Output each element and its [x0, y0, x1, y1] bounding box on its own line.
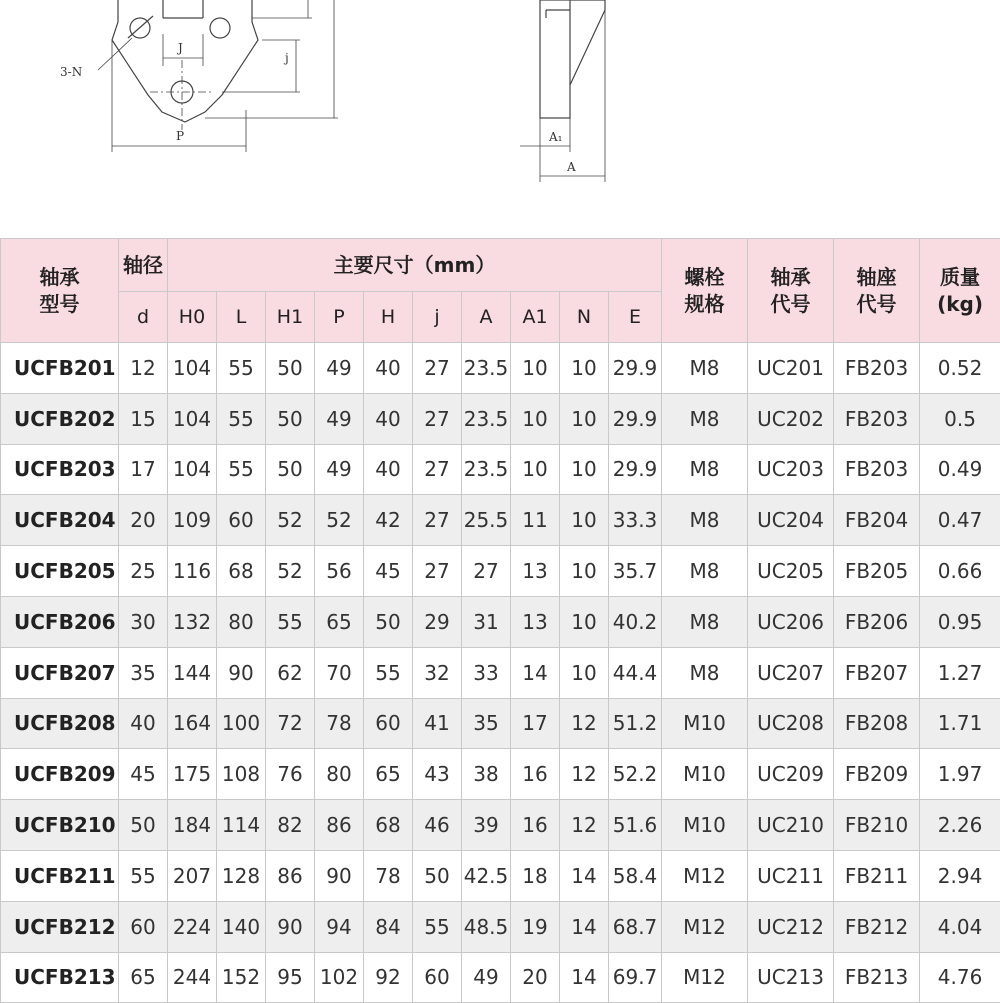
table-cell: UC210 [748, 800, 834, 851]
table-cell: 27 [413, 546, 462, 597]
table-cell: 2.26 [920, 800, 1000, 851]
table-cell: 244 [168, 952, 217, 1003]
mounting-hole-right [210, 18, 230, 38]
table-row [1, 850, 1000, 901]
table-cell: FB211 [834, 850, 920, 901]
table-cell: 80 [217, 596, 266, 647]
table-cell: 50 [119, 800, 168, 851]
table-cell: FB208 [834, 698, 920, 749]
table-cell: 82 [266, 800, 315, 851]
table-cell: 52 [315, 495, 364, 546]
table-cell: UC211 [748, 850, 834, 901]
table-cell: FB212 [834, 901, 920, 952]
table-cell: FB203 [834, 343, 920, 394]
subheader-n: N [560, 292, 609, 343]
table-cell: 2.94 [920, 850, 1000, 901]
table-cell: 10 [511, 393, 560, 444]
table-cell: 12 [560, 800, 609, 851]
table-cell: 35 [119, 647, 168, 698]
table-cell: 109 [168, 495, 217, 546]
table-cell: 45 [364, 546, 413, 597]
table-cell: 19 [511, 901, 560, 952]
table-cell: 12 [560, 698, 609, 749]
model-cell: UCFB211 [1, 850, 119, 901]
model-cell: UCFB212 [1, 901, 119, 952]
table-cell: 108 [217, 749, 266, 800]
table-cell: 17 [119, 444, 168, 495]
table-cell: 84 [364, 901, 413, 952]
table-cell: 92 [364, 952, 413, 1003]
table-cell: 30 [119, 596, 168, 647]
table-cell: 18 [511, 850, 560, 901]
table-cell: FB203 [834, 444, 920, 495]
table-cell: UC207 [748, 647, 834, 698]
table-cell: 0.66 [920, 546, 1000, 597]
header-model: 轴承 型号 [1, 239, 119, 343]
table-cell: 51.6 [609, 800, 662, 851]
table-cell: 33 [462, 647, 511, 698]
subheader-p: P [315, 292, 364, 343]
table-cell: 13 [511, 546, 560, 597]
table-cell: 60 [413, 952, 462, 1003]
table-cell: 55 [217, 393, 266, 444]
table-cell: 164 [168, 698, 217, 749]
header-housing: 轴座 代号 [834, 239, 920, 343]
table-cell: FB209 [834, 749, 920, 800]
header-bearing: 轴承 代号 [748, 239, 834, 343]
table-cell: 114 [217, 800, 266, 851]
table-cell: 60 [119, 901, 168, 952]
table-cell: 49 [315, 393, 364, 444]
table-cell: 65 [315, 596, 364, 647]
model-cell: UCFB208 [1, 698, 119, 749]
table-cell: 49 [315, 444, 364, 495]
table-cell: 104 [168, 343, 217, 394]
table-cell: UC208 [748, 698, 834, 749]
table-cell: 0.49 [920, 444, 1000, 495]
table-cell: 25.5 [462, 495, 511, 546]
table-cell: 62 [266, 647, 315, 698]
table-cell: 58.4 [609, 850, 662, 901]
table-cell: 102 [315, 952, 364, 1003]
header-bolt: 螺栓 规格 [662, 239, 748, 343]
table-cell: UC209 [748, 749, 834, 800]
table-cell: 20 [119, 495, 168, 546]
table-cell: 76 [266, 749, 315, 800]
table-cell: 90 [266, 901, 315, 952]
table-cell: 15 [119, 393, 168, 444]
subheader-a: A [462, 292, 511, 343]
table-cell: 12 [119, 343, 168, 394]
table-cell: 100 [217, 698, 266, 749]
table-cell: 68.7 [609, 901, 662, 952]
table-cell: 14 [560, 850, 609, 901]
table-cell: 40 [364, 444, 413, 495]
table-cell: 1.71 [920, 698, 1000, 749]
table-row [1, 343, 1000, 394]
table-cell: 40.2 [609, 596, 662, 647]
subheader-a1: A1 [511, 292, 560, 343]
header-shaft: 轴径 [119, 239, 168, 292]
table-cell: FB203 [834, 393, 920, 444]
table-cell: 43 [413, 749, 462, 800]
table-cell: 207 [168, 850, 217, 901]
table-cell: 116 [168, 546, 217, 597]
table-cell: 29.9 [609, 393, 662, 444]
table-cell: 224 [168, 901, 217, 952]
table-cell: 1.97 [920, 749, 1000, 800]
table-cell: 60 [364, 698, 413, 749]
table-cell: 95 [266, 952, 315, 1003]
table-cell: 14 [511, 647, 560, 698]
header-mass: 质量 (kg) [920, 239, 1000, 343]
table-cell: 50 [266, 393, 315, 444]
table-cell: 48.5 [462, 901, 511, 952]
subheader-e: E [609, 292, 662, 343]
table-cell: 42 [364, 495, 413, 546]
table-cell: 50 [413, 850, 462, 901]
table-cell: 4.76 [920, 952, 1000, 1003]
table-cell: FB207 [834, 647, 920, 698]
table-cell: 32 [413, 647, 462, 698]
model-cell: UCFB202 [1, 393, 119, 444]
table-cell: 39 [462, 800, 511, 851]
table-cell: 40 [364, 393, 413, 444]
table-cell: 86 [315, 800, 364, 851]
table-cell: 10 [511, 444, 560, 495]
table-cell: 55 [266, 596, 315, 647]
table-cell: 152 [217, 952, 266, 1003]
table-cell: UC205 [748, 546, 834, 597]
side-view-plate [540, 0, 570, 118]
table-cell: 0.95 [920, 596, 1000, 647]
table-row [1, 596, 1000, 647]
table-cell: 16 [511, 749, 560, 800]
table-cell: 55 [364, 647, 413, 698]
table-cell: 40 [119, 698, 168, 749]
table-cell: 0.47 [920, 495, 1000, 546]
table-cell: 13 [511, 596, 560, 647]
table-cell: UC204 [748, 495, 834, 546]
model-cell: UCFB206 [1, 596, 119, 647]
model-cell: UCFB203 [1, 444, 119, 495]
table-cell: 94 [315, 901, 364, 952]
table-cell: 65 [364, 749, 413, 800]
table-cell: UC203 [748, 444, 834, 495]
table-cell: 25 [119, 546, 168, 597]
table-cell: 56 [315, 546, 364, 597]
table-cell: 27 [413, 343, 462, 394]
table-cell: 78 [364, 850, 413, 901]
table-cell: 128 [217, 850, 266, 901]
table-cell: 14 [560, 952, 609, 1003]
table-cell: 23.5 [462, 444, 511, 495]
table-cell: 104 [168, 444, 217, 495]
model-cell: UCFB207 [1, 647, 119, 698]
table-cell: 17 [511, 698, 560, 749]
table-cell: 50 [364, 596, 413, 647]
table-cell: 144 [168, 647, 217, 698]
table-cell: 68 [217, 546, 266, 597]
table-cell: 4.04 [920, 901, 1000, 952]
table-cell: 184 [168, 800, 217, 851]
technical-drawing [0, 0, 1000, 238]
table-cell: FB205 [834, 546, 920, 597]
table-cell: 41 [413, 698, 462, 749]
table-cell: 0.52 [920, 343, 1000, 394]
header-dims: 主要尺寸（mm） [168, 239, 662, 292]
table-cell: 10 [560, 596, 609, 647]
model-cell: UCFB205 [1, 546, 119, 597]
table-cell: 50 [266, 444, 315, 495]
table-row [1, 393, 1000, 444]
table-cell: 10 [511, 343, 560, 394]
table-cell: 27 [413, 444, 462, 495]
table-cell: 90 [315, 850, 364, 901]
table-cell: M8 [662, 647, 748, 698]
table-cell: 20 [511, 952, 560, 1003]
table-cell: 55 [217, 444, 266, 495]
a1-label: A₁ [548, 130, 562, 144]
table-cell: 55 [413, 901, 462, 952]
table-cell: 0.5 [920, 393, 1000, 444]
side-view-rib [570, 0, 605, 85]
model-cell: UCFB204 [1, 495, 119, 546]
subheader-l: L [217, 292, 266, 343]
table-cell: UC206 [748, 596, 834, 647]
table-cell: 27 [413, 495, 462, 546]
table-cell: UC212 [748, 901, 834, 952]
table-cell: 78 [315, 698, 364, 749]
table-cell: 10 [560, 393, 609, 444]
subheader-d: d [119, 292, 168, 343]
table-cell: 50 [266, 343, 315, 394]
model-cell: UCFB209 [1, 749, 119, 800]
table-cell: M12 [662, 952, 748, 1003]
table-cell: 38 [462, 749, 511, 800]
table-cell: 49 [462, 952, 511, 1003]
table-cell: M12 [662, 901, 748, 952]
table-cell: 140 [217, 901, 266, 952]
j-side-label: j [283, 51, 289, 65]
table-cell: M8 [662, 546, 748, 597]
table-cell: 29.9 [609, 444, 662, 495]
table-cell: UC201 [748, 343, 834, 394]
table-cell: 68 [364, 800, 413, 851]
table-cell: M12 [662, 850, 748, 901]
table-cell: M8 [662, 596, 748, 647]
table-cell: 55 [217, 343, 266, 394]
table-cell: FB206 [834, 596, 920, 647]
table-cell: 14 [560, 901, 609, 952]
table-cell: 27 [462, 546, 511, 597]
table-cell: 35.7 [609, 546, 662, 597]
table-cell: M10 [662, 800, 748, 851]
table-cell: M8 [662, 343, 748, 394]
table-cell: 10 [560, 495, 609, 546]
table-row [1, 749, 1000, 800]
spec-table [0, 238, 1000, 1003]
table-cell: 35 [462, 698, 511, 749]
table-cell: 70 [315, 647, 364, 698]
table-cell: 23.5 [462, 393, 511, 444]
model-cell: UCFB210 [1, 800, 119, 851]
table-cell: 55 [119, 850, 168, 901]
model-cell: UCFB213 [1, 952, 119, 1003]
table-cell: 16 [511, 800, 560, 851]
subheader-h: H [364, 292, 413, 343]
subheader-j: j [413, 292, 462, 343]
table-cell: 45 [119, 749, 168, 800]
table-row [1, 444, 1000, 495]
table-cell: M8 [662, 495, 748, 546]
table-cell: 52 [266, 495, 315, 546]
subheader-h1: H1 [266, 292, 315, 343]
table-cell: 72 [266, 698, 315, 749]
table-cell: M10 [662, 749, 748, 800]
table-row [1, 698, 1000, 749]
table-row [1, 495, 1000, 546]
subheader-h0: H0 [168, 292, 217, 343]
table-cell: 40 [364, 343, 413, 394]
table-cell: 52.2 [609, 749, 662, 800]
table-cell: 31 [462, 596, 511, 647]
table-cell: 29 [413, 596, 462, 647]
table-cell: FB213 [834, 952, 920, 1003]
table-cell: 1.27 [920, 647, 1000, 698]
table-row [1, 952, 1000, 1003]
table-cell: 23.5 [462, 343, 511, 394]
table-cell: M8 [662, 444, 748, 495]
table-cell: 86 [266, 850, 315, 901]
table-cell: 49 [315, 343, 364, 394]
table-row [1, 647, 1000, 698]
table-cell: FB210 [834, 800, 920, 851]
table-cell: M10 [662, 698, 748, 749]
table-cell: 132 [168, 596, 217, 647]
table-cell: 12 [560, 749, 609, 800]
table-cell: 60 [217, 495, 266, 546]
holes-label: 3-N [60, 65, 82, 79]
table-cell: 29.9 [609, 343, 662, 394]
table-cell: 80 [315, 749, 364, 800]
table-row [1, 901, 1000, 952]
table-cell: 90 [217, 647, 266, 698]
table-cell: UC213 [748, 952, 834, 1003]
j-upper-label: J [176, 41, 183, 55]
model-cell: UCFB201 [1, 343, 119, 394]
table-cell: 42.5 [462, 850, 511, 901]
table-cell: 10 [560, 647, 609, 698]
table-row [1, 800, 1000, 851]
table-cell: 46 [413, 800, 462, 851]
table-cell: 51.2 [609, 698, 662, 749]
table-cell: 65 [119, 952, 168, 1003]
p-label: P [176, 129, 184, 143]
table-cell: 11 [511, 495, 560, 546]
table-cell: 10 [560, 343, 609, 394]
table-cell: 10 [560, 546, 609, 597]
table-cell: FB204 [834, 495, 920, 546]
a-label: A [566, 160, 576, 174]
table-cell: 175 [168, 749, 217, 800]
drawing-svg [0, 0, 1000, 238]
table-cell: 52 [266, 546, 315, 597]
table-cell: M8 [662, 393, 748, 444]
table-row [1, 546, 1000, 597]
table-cell: 33.3 [609, 495, 662, 546]
table-cell: 27 [413, 393, 462, 444]
table-cell: UC202 [748, 393, 834, 444]
table-cell: 44.4 [609, 647, 662, 698]
table-cell: 10 [560, 444, 609, 495]
table-cell: 104 [168, 393, 217, 444]
table-cell: 69.7 [609, 952, 662, 1003]
